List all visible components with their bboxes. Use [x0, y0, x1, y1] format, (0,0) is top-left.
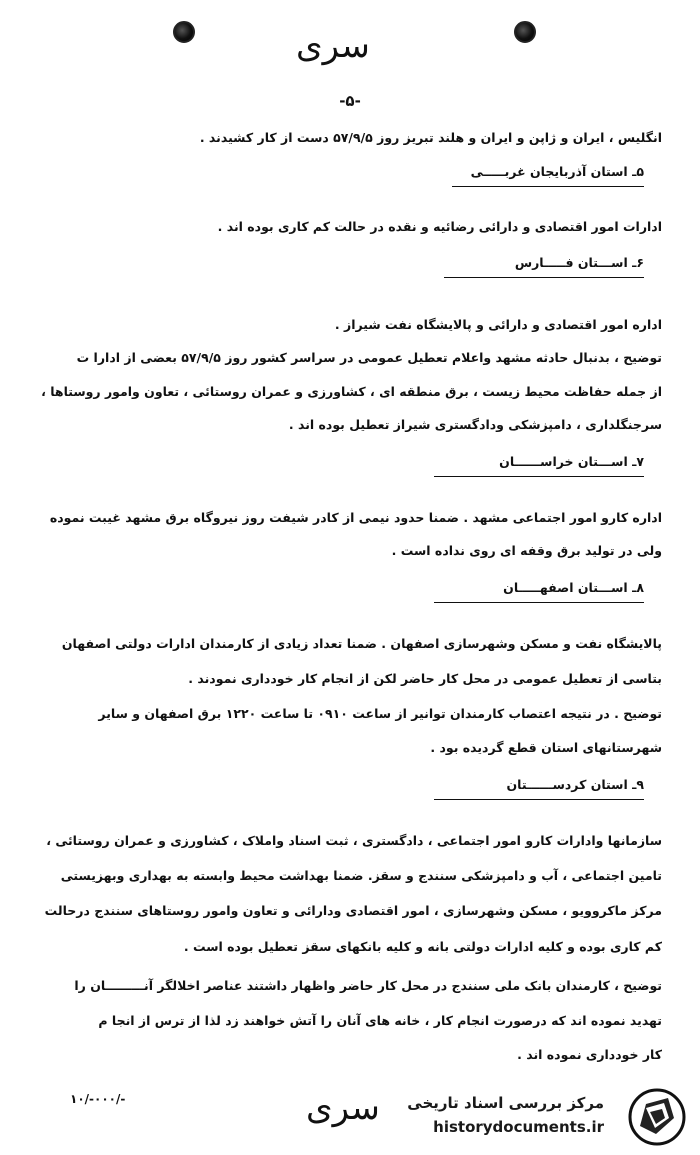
classification-top: سری	[296, 26, 370, 66]
text-line: سرجنگلداری ، دامپزشکی ودادگستری شیراز تعطیل بوده اند .	[288, 417, 662, 432]
text-line: تامین اجتماعی ، آب و دامپزشکی سنندج و سقز. ضمنا بهداشت محیط وابسته به بهداری وبهزیستی	[60, 868, 662, 883]
text-line: انگلیس ، ایران و ژاپن و ایران و هلند تبریز روز ۵۷/۹/۵ دست از کار کشیدند .	[199, 130, 662, 145]
seal-right-icon	[514, 21, 536, 43]
section-heading: ۶ـ اســـتان فـــــارس	[514, 255, 644, 270]
text-line: اداره امور اقتصادی و دارائی و پالایشگاه نفت شیراز .	[334, 317, 662, 332]
text-line: مرکز ماکروویو ، مسکن وشهرسازی ، امور اقتصادی ودارائی و تعاون وامور روستاهای سنندج درحالت	[44, 903, 662, 918]
text-line: اداره کارو امور اجتماعی مشهد . ضمنا حدود نیمی از کادر شیفت روز نیروگاه برق مشهد غیبت نموده	[49, 510, 662, 525]
document-code: ۱۰/-۰۰۰/-	[70, 1092, 126, 1106]
watermark-url: historydocuments.ir	[433, 1118, 604, 1136]
classification-bottom: سری	[306, 1088, 380, 1128]
page-number: -۵-	[339, 92, 361, 110]
heading-underline	[452, 186, 644, 187]
heading-underline	[444, 277, 644, 278]
section-heading: ۸ـ اســـتان اصفهـــــان	[503, 580, 644, 595]
text-line: ولی در تولید برق وقفه ای روی نداده است .	[391, 543, 662, 558]
text-line: از جمله حفاظت محیط زیست ، برق منطقه ای ، کشاورزی و عمران روستائی ، تعاون وامور روستاها ،	[41, 384, 662, 399]
section-heading: ۵ـ استان آذربایجان غربـــــی	[470, 164, 644, 179]
text-line: پالایشگاه نفت و مسکن وشهرسازی اصفهان . ضمنا تعداد زیادی از کارمندان ادارات دولتی اصفهان	[61, 636, 662, 651]
text-line: بتاسی از تعطیل عمومی در محل کار حاضر لکن از انجام کار خودداری نمودند .	[188, 671, 662, 686]
watermark-title: مرکز بررسی اسناد تاریخی	[407, 1094, 604, 1112]
archive-logo-icon	[628, 1088, 686, 1146]
text-line: تهدید نموده اند که درصورت انجام کار ، خانه های آنان را آتش خواهند زد لذا از ترس از انجا م	[98, 1013, 662, 1028]
heading-underline	[434, 799, 644, 800]
heading-underline	[434, 602, 644, 603]
text-line: توضیح ، بدنبال حادثه مشهد واعلام تعطیل عمومی در سراسر کشور روز ۵۷/۹/۵ بعضی از ادارا ت	[76, 350, 662, 365]
text-line: کار خودداری نموده اند .	[517, 1047, 662, 1062]
text-line: توضیح ، کارمندان بانک ملی سنندج در محل کار حاضر واظهار داشتند عناصر اخلالگر آنـــــــــان را	[74, 978, 662, 993]
text-line: ادارات امور اقتصادی و دارائی رضائیه و نقده در حالت کم کاری بوده اند .	[217, 219, 662, 234]
text-line: توضیح . در نتیجه اعتصاب کارمندان توانیر از ساعت ۰۹۱۰ تا ساعت ۱۲۲۰ برق اصفهان و سایر	[98, 706, 662, 721]
watermark	[356, 1088, 686, 1148]
section-heading: ۹ـ استان کردســــــتان	[506, 777, 644, 792]
text-line: سازمانها وادارات کارو امور اجتماعی ، دادگستری ، ثبت اسناد واملاک ، کشاورزی و عمران روستائی ،	[46, 833, 662, 848]
text-line: کم کاری بوده و کلیه ادارات دولتی بانه و کلیه بانکهای سقز تعطیل بوده است .	[183, 939, 662, 954]
heading-underline	[434, 476, 644, 477]
section-heading: ۷ـ اســـتان خراســــــان	[499, 454, 644, 469]
seal-left-icon	[173, 21, 195, 43]
text-line: شهرستانهای استان قطع گردیده بود .	[430, 740, 662, 755]
